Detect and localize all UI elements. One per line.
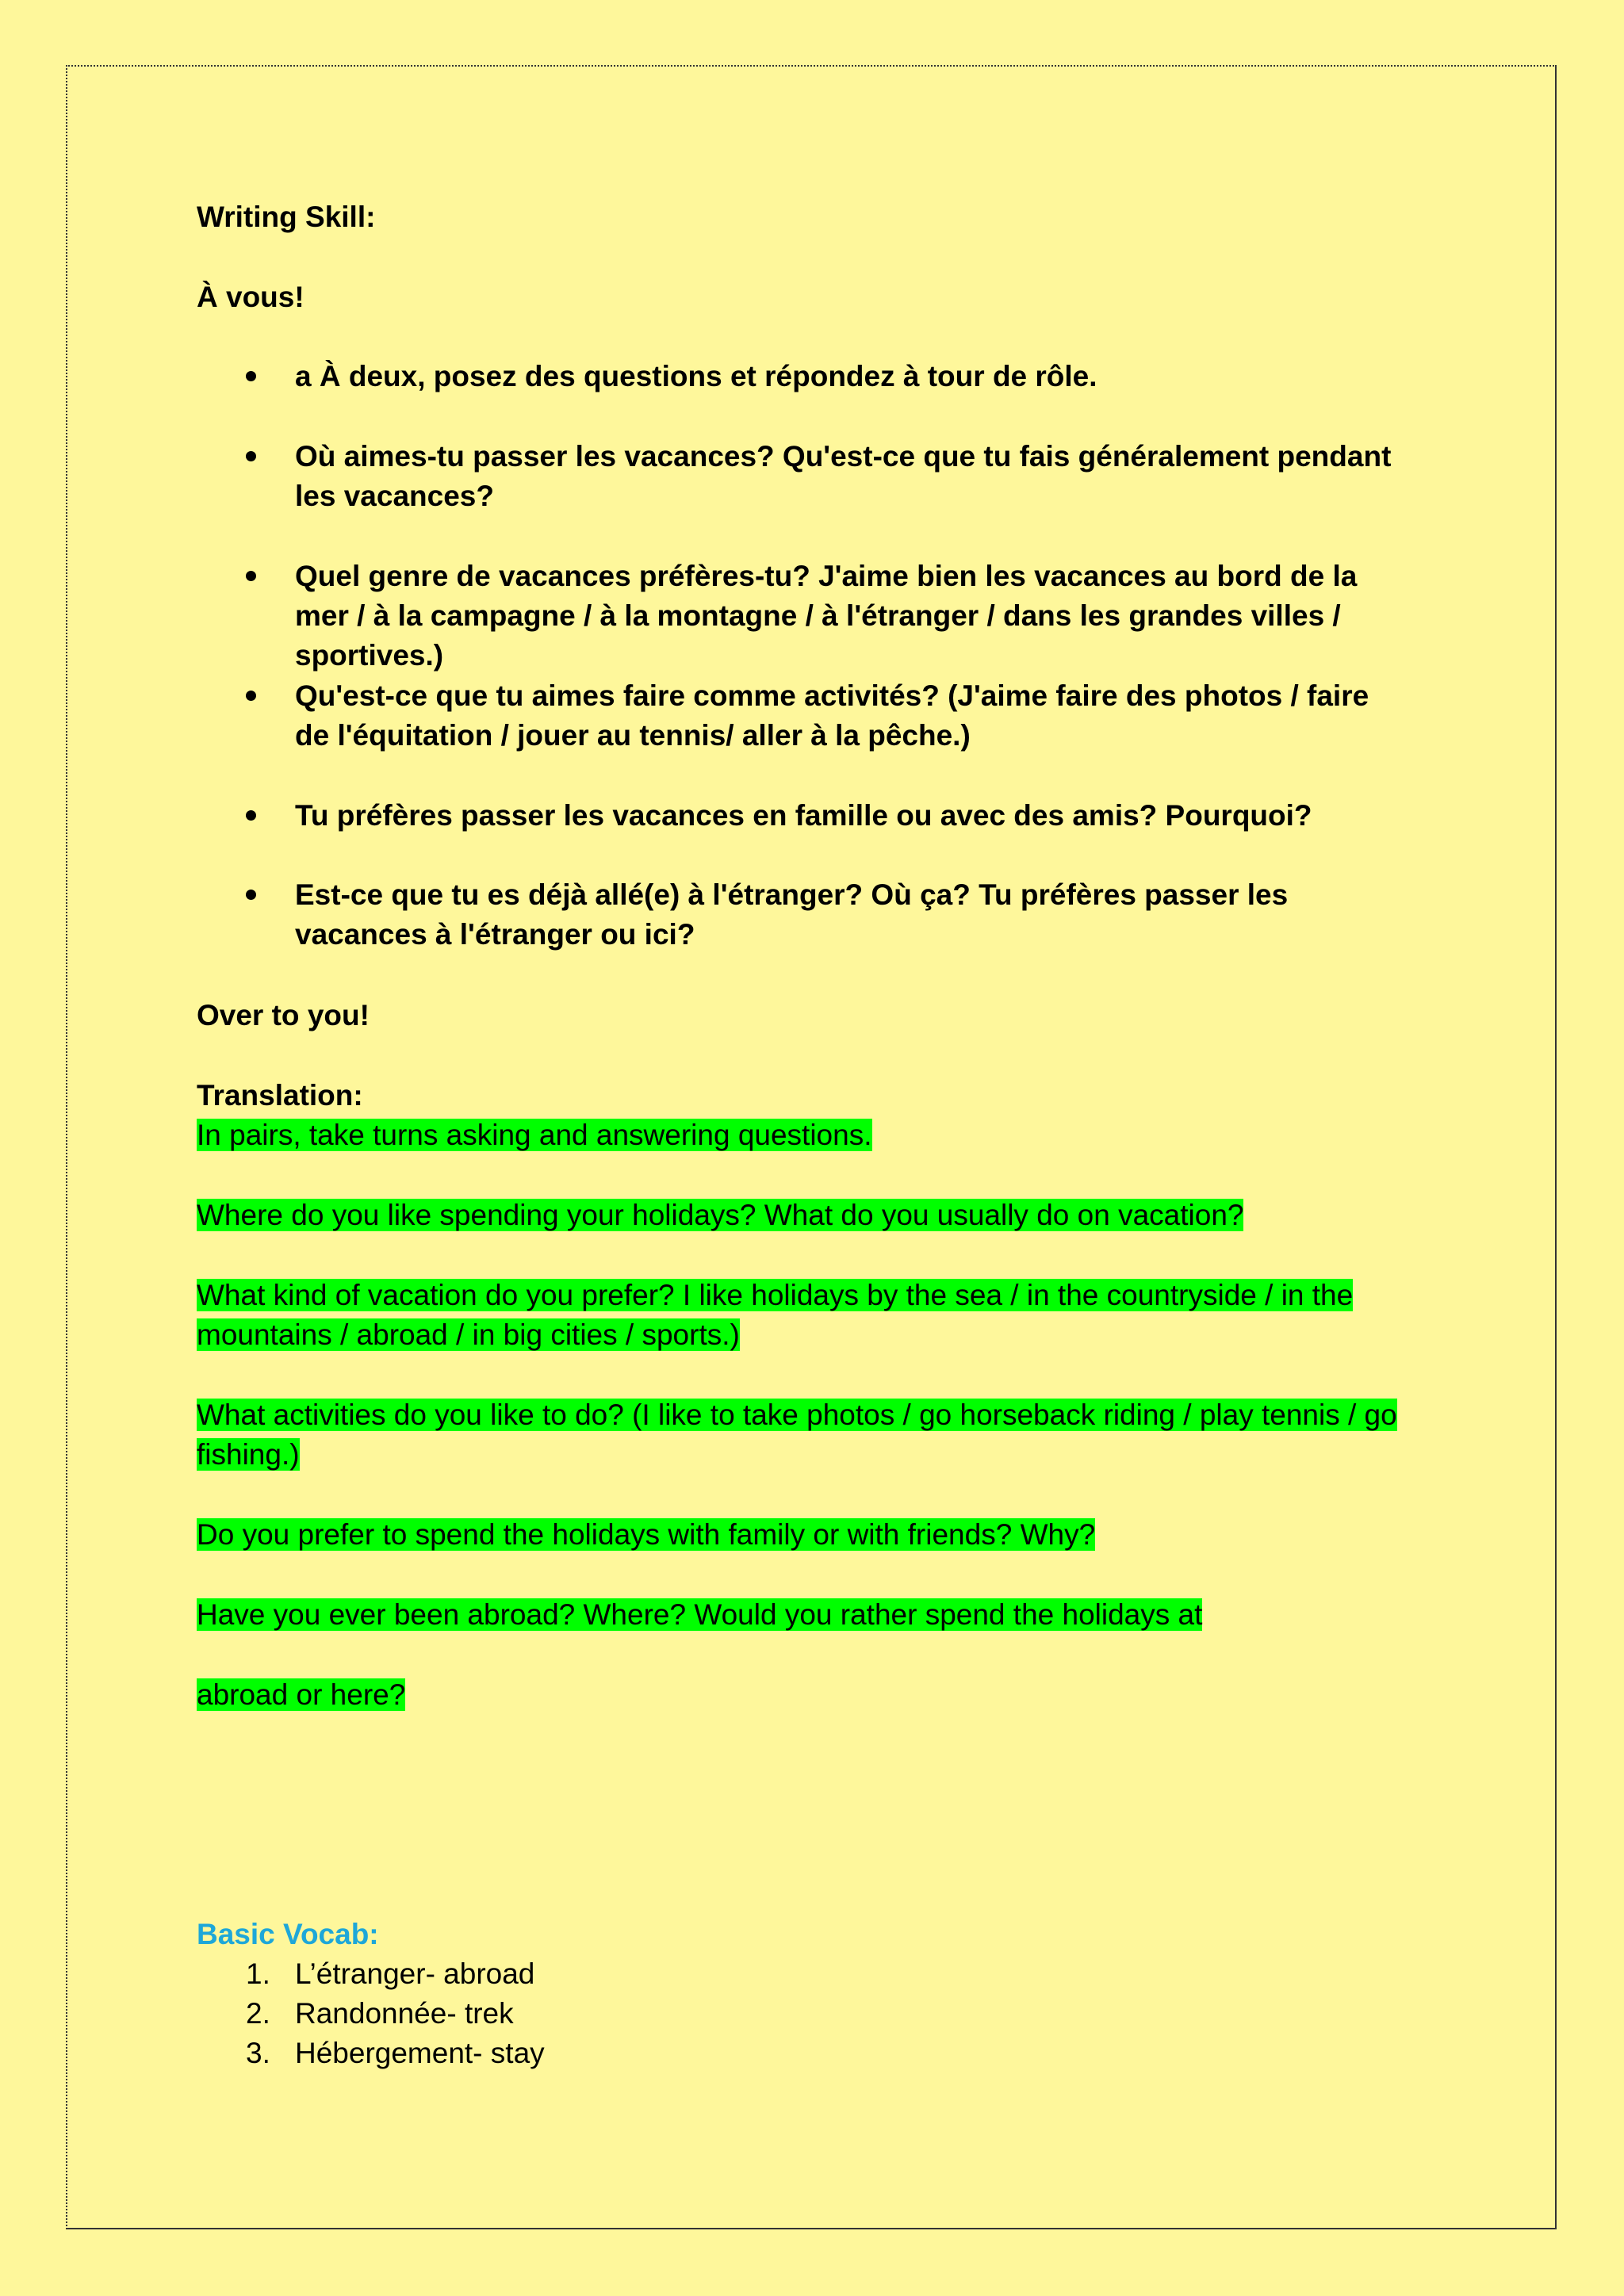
- bullet-icon: [246, 371, 256, 381]
- translation-item: [197, 1595, 1434, 1635]
- bullet-icon: [246, 890, 256, 900]
- vocab-item: [197, 1994, 514, 2034]
- vocab-text: Randonnée- trek: [295, 1997, 514, 2030]
- bullet-icon: [246, 810, 256, 821]
- translation-item: [197, 1276, 1418, 1355]
- vocab-item: [197, 1954, 534, 1994]
- bullet-icon: [246, 571, 256, 581]
- translation-text: Have you ever been abroad? Where? Would you rather spend the holidays at: [197, 1598, 1203, 1631]
- question-text: Tu préfères passer les vacances en famille ou avec des amis? Pourquoi?: [295, 799, 1312, 832]
- translation-item: [197, 1675, 1434, 1715]
- bullet-icon: [246, 451, 256, 461]
- bullet-icon: [246, 691, 256, 701]
- question-text: a À deux, posez des questions et répondez à tour de rôle.: [295, 360, 1097, 392]
- translation-item: [197, 1515, 1434, 1555]
- vocab-number: 1.: [246, 1957, 270, 1990]
- translation-text: What activities do you like to do? (I like to take photos / go horseback riding / play tennis / go fishing.): [197, 1399, 1397, 1471]
- question-text: Qu'est-ce que tu aimes faire comme activités? (J'aime faire des photos / faire de l'équitation / jouer au tennis/ aller à la pêche.): [295, 679, 1369, 752]
- translation-item: [197, 1395, 1434, 1475]
- question-text: Où aimes-tu passer les vacances? Qu'est-ce que tu fais généralement pendant les vacances?: [295, 440, 1392, 512]
- translation-label: Translation:: [197, 1079, 363, 1112]
- translation-item: [197, 1115, 1434, 1155]
- translation-text: Where do you like spending your holidays? What do you usually do on vacation?: [197, 1199, 1244, 1231]
- translation-text: What kind of vacation do you prefer? I like holidays by the sea / in the countryside / in the mountains / abroad / in big cities / sports.): [197, 1279, 1354, 1351]
- translation-text: abroad or here?: [197, 1678, 406, 1711]
- vocab-number: 2.: [246, 1997, 270, 2030]
- intro: À vous!: [197, 281, 304, 313]
- vocab-number: 3.: [246, 2037, 270, 2069]
- question-text: Est-ce que tu es déjà allé(e) à l'étranger? Où ça? Tu préfères passer les vacances à l'étranger ou ici?: [295, 878, 1289, 951]
- vocab-text: L’étranger- abroad: [295, 1957, 535, 1990]
- question-text: Quel genre de vacances préfères-tu? J'aime bien les vacances au bord de la mer / à la campagne / à la montagne / à l'étranger / dans les grandes villes / sportives.): [295, 560, 1358, 672]
- heading: Writing Skill:: [197, 201, 376, 233]
- translation-text: Do you prefer to spend the holidays with family or with friends? Why?: [197, 1518, 1096, 1551]
- vocab-item: [197, 2034, 545, 2073]
- vocab-text: Hébergement- stay: [295, 2037, 545, 2069]
- vocab-title: Basic Vocab:: [197, 1918, 379, 1950]
- translation-text: In pairs, take turns asking and answering questions.: [197, 1119, 872, 1151]
- translation-item: [197, 1196, 1434, 1235]
- over-to-you: Over to you!: [197, 999, 370, 1031]
